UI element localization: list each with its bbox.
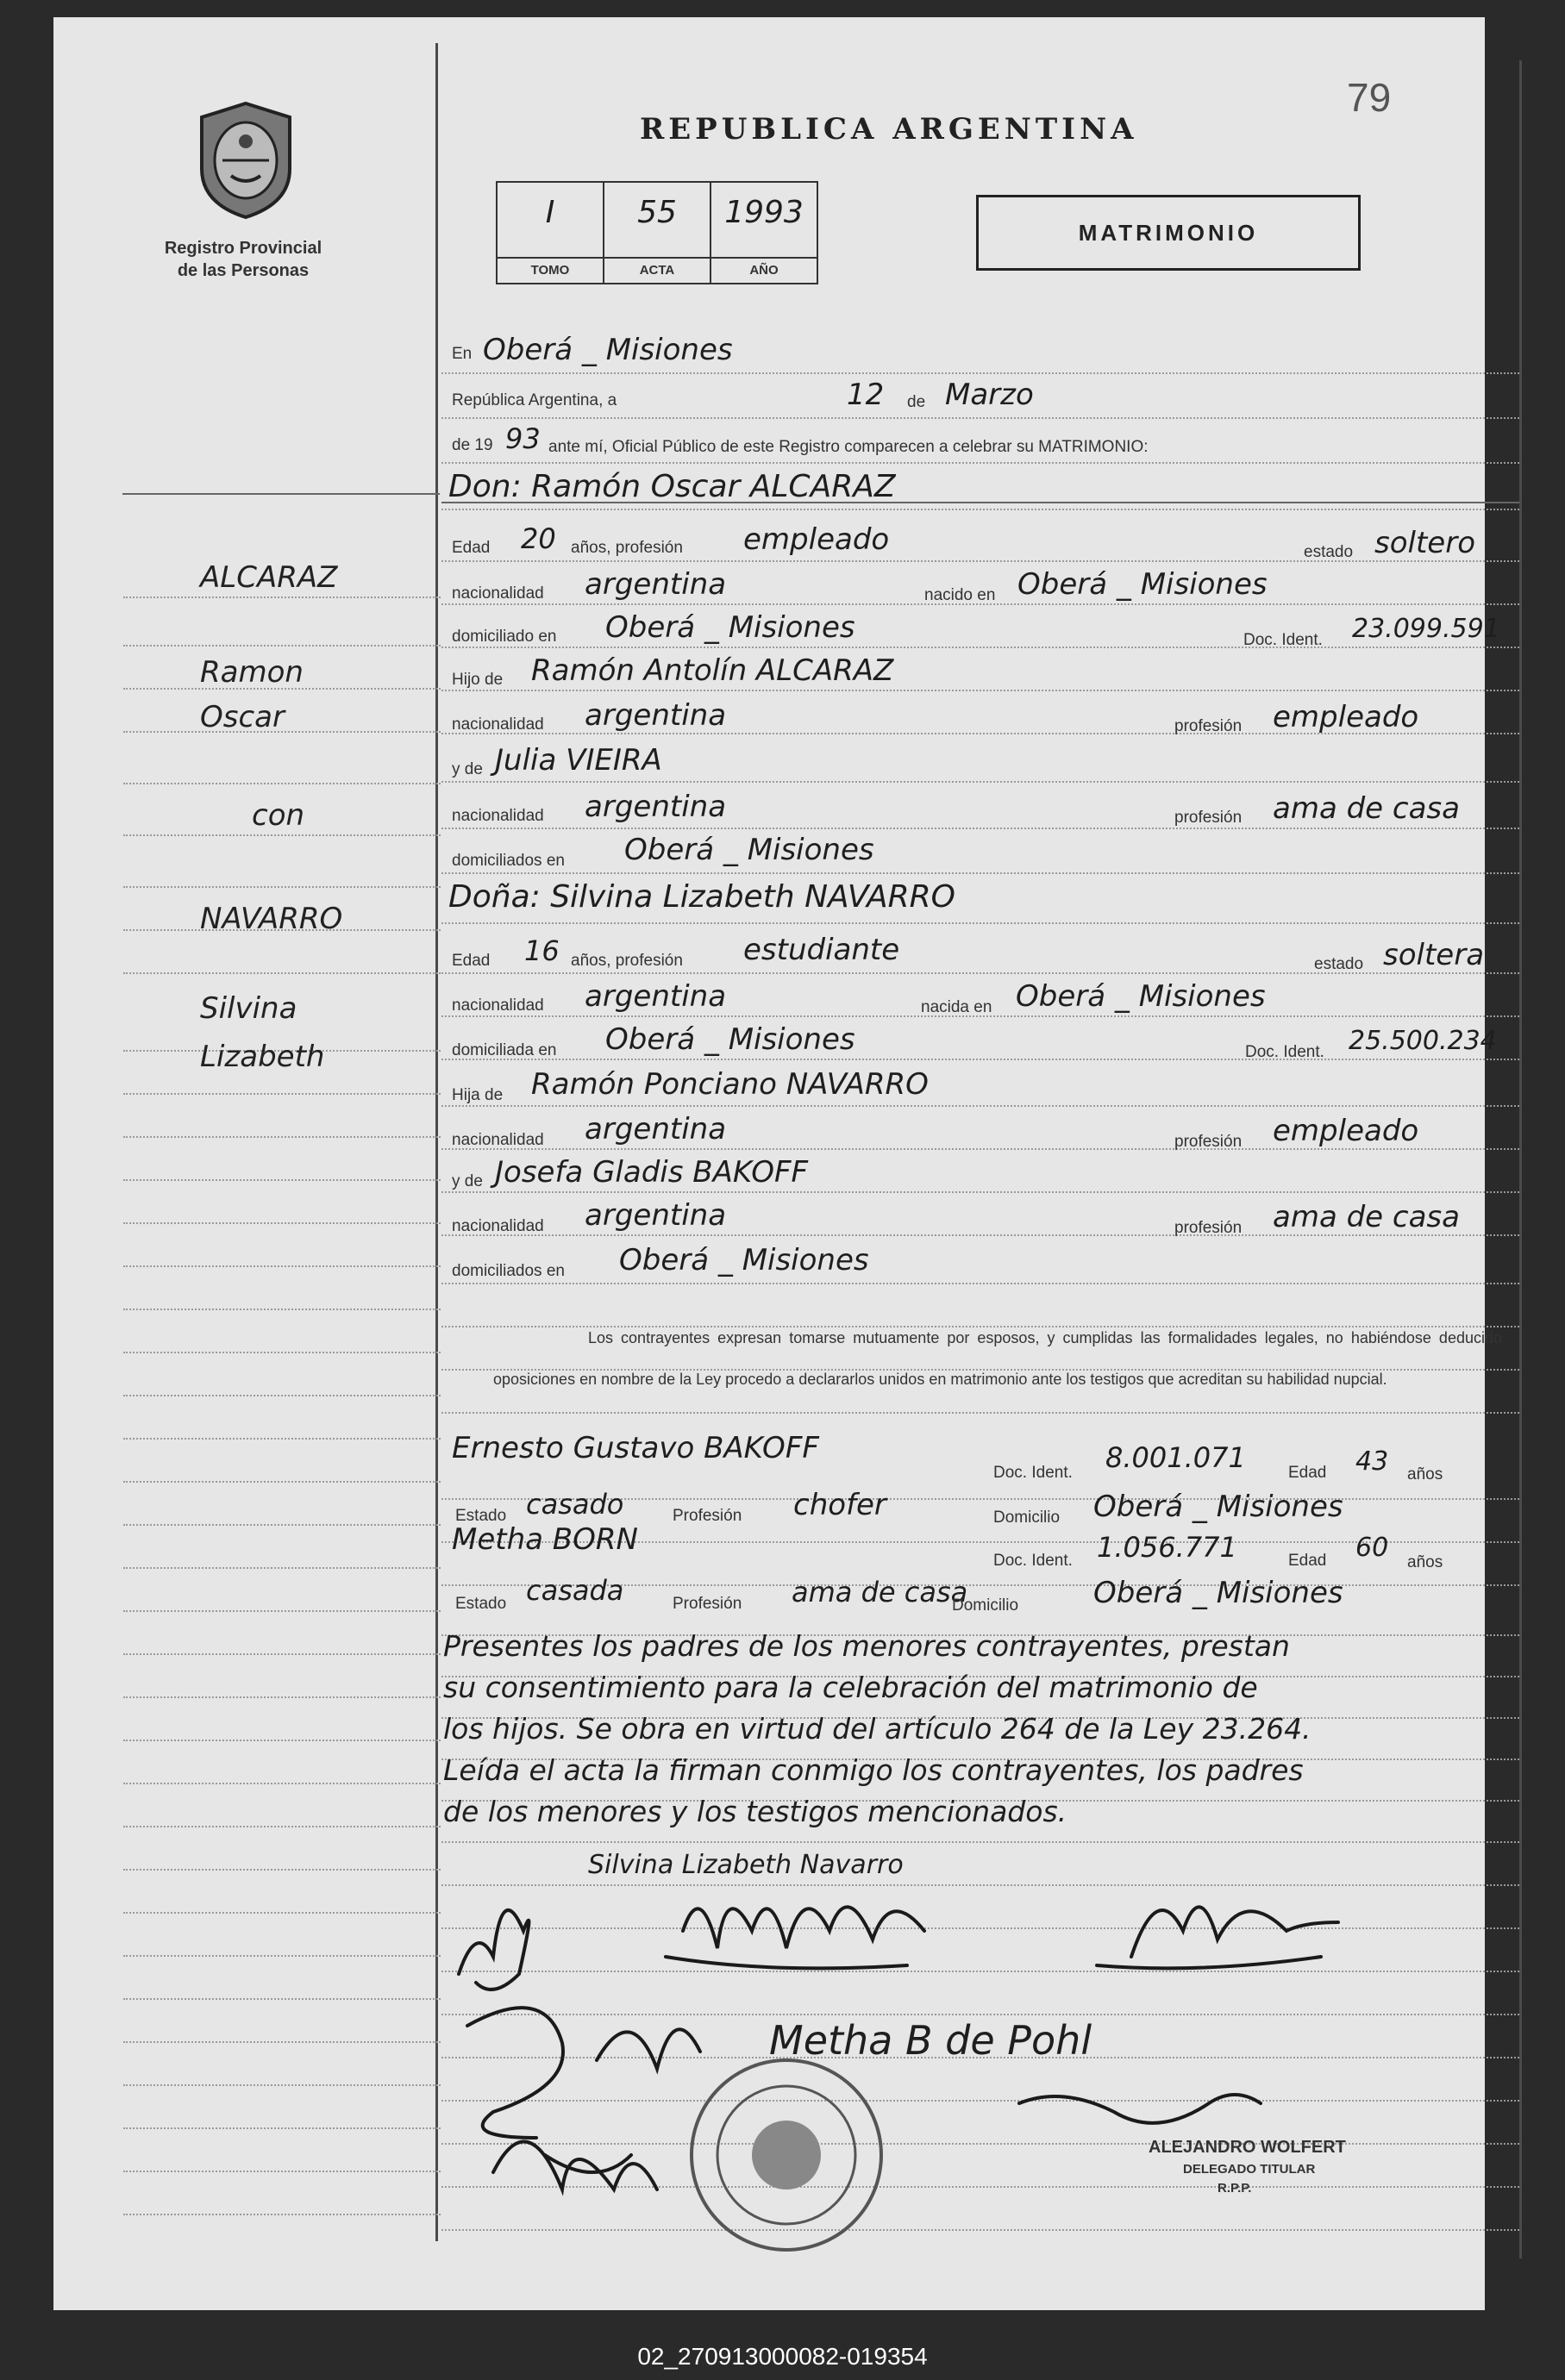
certificate-type: MATRIMONIO (976, 195, 1361, 271)
anio-label: AÑO (711, 257, 817, 283)
margin-rule (123, 1136, 441, 1138)
witness2-dom-label: Domicilio (952, 1596, 1019, 1615)
margin-bride-first-name: Silvina (200, 991, 297, 1026)
bride-years-label: años, profesión (571, 952, 683, 970)
bride-marital-label: estado (1314, 955, 1364, 973)
margin-rule (123, 1955, 441, 1957)
bride-born-label: nacida en (921, 998, 992, 1016)
bride-mother-nationality: argentina (585, 1198, 727, 1233)
country-label: República Argentina, a (452, 391, 617, 409)
margin-rule (123, 1179, 441, 1181)
margin-rule (123, 1567, 441, 1569)
bride-doc-label: Doc. Ident. (1245, 1043, 1324, 1061)
form-rule (441, 922, 1519, 924)
form-rule (441, 1191, 1519, 1193)
margin-rule (123, 1395, 441, 1396)
witness2-doc: 1.056.771 (1097, 1531, 1237, 1564)
witness1-age: 43 (1355, 1446, 1389, 1477)
groom-mother-profession: ama de casa (1273, 791, 1460, 826)
groom-father-prof-label: profesión (1174, 717, 1243, 735)
margin-rule (122, 493, 440, 495)
bride-marital-status: soltera (1383, 938, 1485, 972)
bride-nationality-label: nacionalidad (452, 996, 544, 1015)
groom-birthplace: Oberá _ Misiones (1017, 567, 1268, 602)
official-org: R.P.P. (1218, 2181, 1252, 2196)
groom-father-profession: empleado (1273, 700, 1419, 734)
document-page (53, 17, 1502, 2310)
form-rule (441, 372, 1519, 374)
groom-domicile-label: domiciliado en (452, 628, 557, 646)
note-line: los hijos. Se obra en virtud del artículo 264 de la Ley 23.264. (443, 1712, 1311, 1746)
margin-rule (123, 1309, 441, 1310)
form-rule (441, 1234, 1519, 1236)
margin-groom-surname: ALCARAZ (200, 560, 338, 595)
bride-age-label: Edad (452, 952, 491, 970)
margin-column (122, 52, 441, 2258)
note-line: de los menores y los testigos mencionados. (443, 1795, 1067, 1828)
form-rule (441, 828, 1519, 829)
registry-line1: Registro Provincial (164, 239, 322, 258)
groom-father: Ramón Antolín ALCARAZ (531, 653, 894, 688)
bride-mother-profession: ama de casa (1273, 1200, 1460, 1234)
form-rule (441, 462, 1519, 464)
official-title: DELEGADO TITULAR (1183, 2162, 1316, 2177)
margin-bride-surname: NAVARRO (200, 902, 343, 936)
form-rule (441, 1059, 1519, 1060)
form-rule (441, 509, 1519, 510)
margin-rule (123, 1610, 441, 1612)
margin-rule (123, 1740, 441, 1741)
margin-rule (123, 2084, 441, 2086)
bride-profession: estudiante (743, 933, 900, 967)
groom-mother-label: y de (452, 760, 483, 778)
note-line: Leída el acta la firman conmigo los contrayentes, los padres (443, 1753, 1304, 1787)
form-rule (441, 1148, 1519, 1150)
witness1-profession: chofer (793, 1488, 886, 1522)
witness1-dom-label: Domicilio (993, 1509, 1061, 1527)
tomo-value: I (545, 195, 555, 230)
groom-mother-prof-label: profesión (1174, 809, 1243, 827)
date-month: Marzo (945, 378, 1034, 412)
form-rule (441, 872, 1519, 874)
bride-parents-dom-label: domiciliados en (452, 1262, 565, 1280)
margin-connector: con (252, 798, 305, 833)
groom-age-label: Edad (452, 539, 491, 557)
margin-rule (123, 1869, 441, 1871)
groom-parents-dom-label: domiciliados en (452, 852, 565, 870)
witness2-profession: ama de casa (792, 1576, 968, 1609)
note-line: su consentimiento para la celebración del matrimonio de (443, 1671, 1258, 1704)
year-prefix: de 19 (452, 436, 493, 454)
right-border (1519, 60, 1522, 2258)
witness1-years-label: años (1407, 1465, 1443, 1484)
witness1-age-label: Edad (1288, 1464, 1327, 1482)
witness1-doc-label: Doc. Ident. (993, 1464, 1073, 1482)
groom-doc-label: Doc. Ident. (1243, 631, 1323, 649)
margin-rule (123, 2127, 441, 2129)
bride-father-label: Hija de (452, 1086, 504, 1104)
bride-domicile: Oberá _ Misiones (605, 1022, 855, 1057)
witness2-marital-label: Estado (455, 1595, 507, 1613)
groom-marital-status: soltero (1374, 526, 1475, 560)
bride-domicile-label: domiciliada en (452, 1041, 557, 1059)
margin-rule (123, 1265, 441, 1267)
margin-rule (123, 2041, 441, 2043)
bride-mother-prof-label: profesión (1174, 1219, 1243, 1237)
margin-rule (123, 1352, 441, 1353)
witness2-prof-label: Profesión (673, 1595, 742, 1613)
margin-rule (123, 783, 441, 784)
witness1-domicile: Oberá _ Misiones (1093, 1490, 1343, 1524)
groom-age: 20 (521, 522, 556, 555)
groom-name: Don: Ramón Oscar ALCARAZ (448, 469, 896, 504)
handwritten-note (443, 1626, 1521, 1833)
acta-value: 55 (637, 195, 677, 230)
witness2-years-label: años (1407, 1553, 1443, 1571)
registry-line2: de las Personas (177, 261, 310, 280)
bride-nationality: argentina (585, 979, 727, 1014)
groom-marital-label: estado (1304, 543, 1354, 561)
year-suffix: 93 (505, 422, 541, 455)
bride-birthplace: Oberá _ Misiones (1016, 979, 1266, 1014)
witness2-doc-label: Doc. Ident. (993, 1552, 1073, 1570)
form-rule (441, 417, 1519, 419)
margin-rule (123, 1696, 441, 1698)
witness2-domicile: Oberá _ Misiones (1093, 1576, 1343, 1610)
margin-rule (123, 2214, 441, 2215)
witness1-marital-status: casado (526, 1488, 624, 1521)
bride-father-prof-label: profesión (1174, 1133, 1243, 1151)
margin-rule (123, 1826, 441, 1827)
anio-value: 1993 (724, 195, 804, 230)
witness-signature: Metha B de Pohl (769, 2017, 1092, 2064)
bride-father-profession: empleado (1273, 1114, 1419, 1148)
country-title: REPUBLICA ARGENTINA (640, 112, 1138, 147)
date-statement: ante mí, Oficial Público de este Registro comparecen a celebrar su MATRIMONIO: (548, 438, 1149, 456)
bride-father-nat-label: nacionalidad (452, 1131, 544, 1149)
margin-rule (123, 645, 441, 647)
groom-mother: Julia VIEIRA (495, 743, 662, 778)
date-day: 12 (847, 378, 885, 412)
margin-rule (123, 1481, 441, 1483)
official-name: ALEJANDRO WOLFERT (1149, 2138, 1346, 2157)
groom-born-label: nacido en (924, 586, 996, 604)
place-label: En (452, 345, 473, 363)
witness2-age: 60 (1355, 1533, 1389, 1563)
groom-doc: 23.099.591 (1352, 614, 1500, 644)
acta-label: ACTA (604, 257, 710, 283)
margin-rule (123, 2171, 441, 2172)
signature-area (441, 1827, 1519, 2258)
margin-rule (123, 886, 441, 888)
form-rule (441, 1105, 1519, 1107)
form-rule (441, 1283, 1519, 1284)
form-rule (441, 560, 1519, 562)
margin-rule (123, 1524, 441, 1526)
witness1-marital-label: Estado (455, 1507, 507, 1525)
groom-years-label: años, profesión (571, 539, 683, 557)
margin-rule (123, 1998, 441, 2000)
tomo-label: TOMO (498, 257, 603, 283)
bride-father-nationality: argentina (585, 1112, 727, 1146)
form-rule (441, 781, 1519, 783)
bride-mother-label: y de (452, 1172, 483, 1190)
page-number: 79 (1347, 75, 1392, 120)
groom-nationality-label: nacionalidad (452, 584, 544, 603)
groom-domicile: Oberá _ Misiones (605, 610, 855, 645)
form-rule (441, 647, 1519, 648)
margin-rule (123, 1222, 441, 1224)
margin-groom-second-name: Oscar (200, 700, 285, 734)
form-rule (441, 690, 1519, 691)
margin-rule (123, 834, 441, 836)
bride-doc: 25.500.234 (1349, 1026, 1497, 1056)
witness1-prof-label: Profesión (673, 1507, 742, 1525)
file-name: 02_270913000082-019354 (637, 2343, 928, 2370)
form-rule (441, 1412, 1519, 1414)
bride-age: 16 (524, 934, 560, 967)
margin-groom-first-name: Ramon (200, 655, 304, 690)
declaration-text: Los contrayentes expresan tomarse mutuamente por esposos, y cumplidas las formalidades legales, no habiéndose deducido oposiciones en nombre de la Ley procedo a declararlos unidos en matrimonio ante los testigos que acreditan su habilidad nupcial. (493, 1329, 1502, 1388)
witness2-name: Metha BORN (452, 1522, 638, 1557)
margin-rule (123, 1783, 441, 1784)
margin-bride-second-name: Lizabeth (200, 1040, 325, 1074)
groom-father-nationality: argentina (585, 698, 727, 733)
margin-rule (123, 597, 441, 598)
groom-nationality: argentina (585, 567, 727, 602)
bride-signature: Silvina Lizabeth Navarro (588, 1850, 904, 1880)
bride-mother-nat-label: nacionalidad (452, 1217, 544, 1235)
margin-rule (123, 1093, 441, 1095)
witness2-marital-status: casada (526, 1574, 624, 1607)
place-value: Oberá _ Misiones (483, 333, 733, 367)
date-de-label: de (907, 393, 926, 411)
witness1-doc: 8.001.071 (1105, 1441, 1246, 1474)
witness1-name: Ernesto Gustavo BAKOFF (452, 1431, 819, 1465)
bride-name: Doña: Silvina Lizabeth NAVARRO (448, 879, 956, 915)
bride-mother: Josefa Gladis BAKOFF (495, 1155, 809, 1190)
groom-father-nat-label: nacionalidad (452, 715, 544, 734)
groom-profession: empleado (743, 522, 890, 557)
note-line: Presentes los padres de los menores contrayentes, prestan (443, 1629, 1290, 1663)
margin-rule (123, 1653, 441, 1655)
bride-parents-domicile: Oberá _ Misiones (619, 1243, 869, 1277)
groom-father-label: Hijo de (452, 671, 504, 689)
groom-mother-nationality: argentina (585, 790, 727, 824)
witness2-age-label: Edad (1288, 1552, 1327, 1570)
margin-rule (123, 1438, 441, 1440)
groom-mother-nat-label: nacionalidad (452, 807, 544, 825)
bride-father: Ramón Ponciano NAVARRO (531, 1067, 929, 1102)
margin-rule (123, 1912, 441, 1914)
groom-parents-domicile: Oberá _ Misiones (624, 833, 874, 867)
margin-rule (123, 972, 441, 974)
